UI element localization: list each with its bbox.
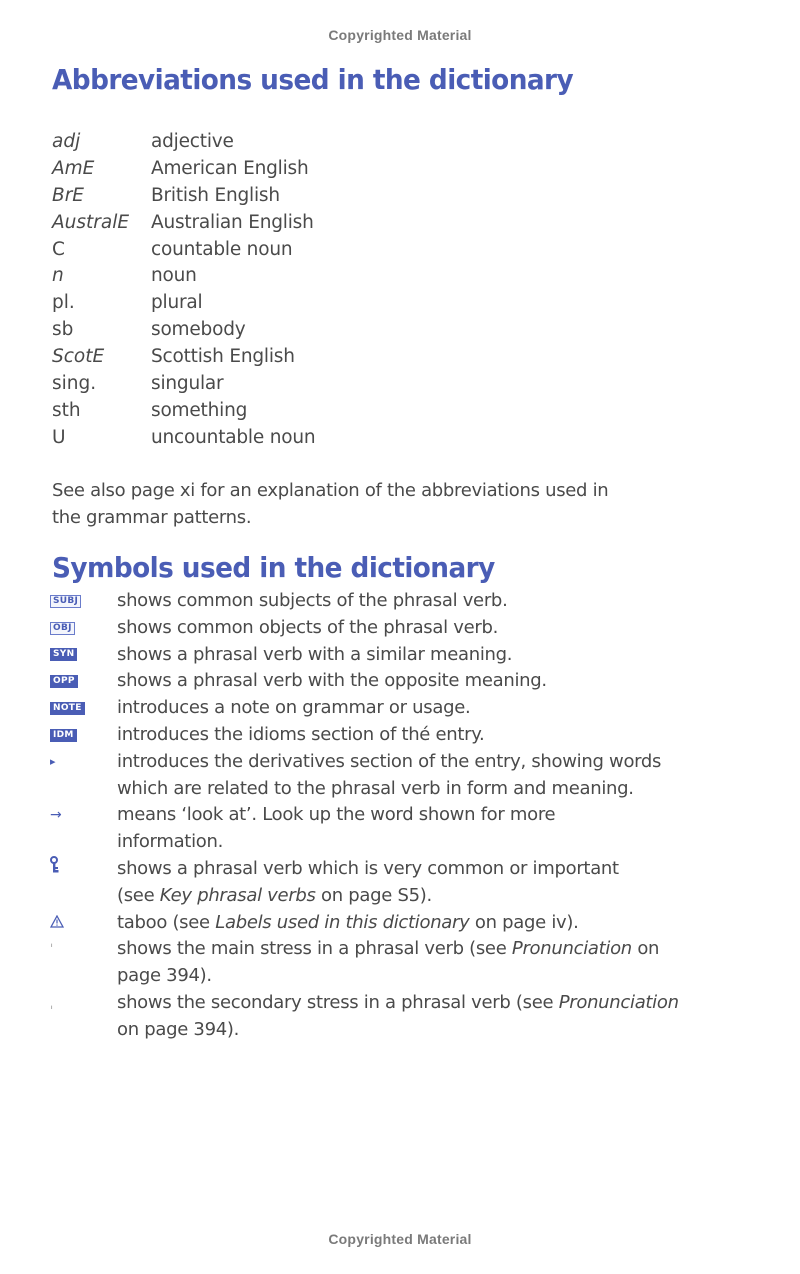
symbol-description xyxy=(117,749,690,803)
description-line: shows the main stress in a phrasal verb (see Pronunciation on xyxy=(117,938,660,960)
symbol-row xyxy=(50,749,690,803)
description-line: shows a phrasal verb which is very common or important xyxy=(117,857,619,879)
description-line: on page 394). xyxy=(117,1018,240,1040)
obj-badge-icon: OBJ xyxy=(50,622,75,635)
key-icon xyxy=(50,856,60,883)
copyright-watermark-top: Copyrighted Material xyxy=(328,27,472,43)
abbreviation-row xyxy=(52,343,315,370)
symbol-row xyxy=(50,802,690,856)
abbreviations-list xyxy=(52,128,315,451)
syn-badge-icon: SYN xyxy=(50,648,77,661)
abbreviation-row xyxy=(52,182,315,209)
abbreviation-key: U xyxy=(52,426,66,448)
symbol-description xyxy=(117,802,690,856)
abbreviation-meaning: adjective xyxy=(151,130,234,152)
symbol-description: introduces a note on grammar or usage. xyxy=(117,697,471,719)
description-line: information. xyxy=(117,831,224,853)
abbreviation-key: adj xyxy=(52,130,81,152)
cross-reference: Labels used in this dictionary xyxy=(215,911,470,933)
abbreviation-meaning: American English xyxy=(151,157,309,179)
symbol-description xyxy=(117,856,690,910)
cross-reference: Pronunciation xyxy=(511,938,632,960)
abbreviation-meaning: countable noun xyxy=(151,238,293,260)
abbreviation-key: BrE xyxy=(52,184,84,206)
abbreviation-meaning: something xyxy=(151,399,248,421)
symbol-description: introduces the idioms section of thé entry. xyxy=(117,723,485,745)
cross-reference: Pronunciation xyxy=(558,991,679,1013)
abbreviation-row xyxy=(52,128,315,155)
description-line: introduces the derivatives section of the entry, showing words xyxy=(117,750,662,772)
symbol-row xyxy=(50,695,690,722)
symbol-description xyxy=(117,990,690,1044)
abbreviation-key: ScotE xyxy=(52,346,105,368)
abbreviations-note xyxy=(52,477,652,531)
note-line: See also page xi for an explanation of the abbreviations used in xyxy=(52,480,609,501)
symbols-list xyxy=(50,588,690,1044)
abbreviation-key: n xyxy=(52,265,64,287)
symbols-title: Symbols used in the dictionary xyxy=(52,551,495,584)
cross-reference: Key phrasal verbs xyxy=(159,884,316,906)
abbreviation-meaning: British English xyxy=(151,184,280,206)
secondary-stress-icon: ˌ xyxy=(50,995,53,1010)
symbol-row xyxy=(50,615,690,642)
note-line: the grammar patterns. xyxy=(52,507,252,528)
abbreviation-meaning: Scottish English xyxy=(151,346,295,368)
abbreviation-key: sing. xyxy=(52,372,97,394)
description-line: (see Key phrasal verbs on page S5). xyxy=(117,884,432,906)
description-line: shows the secondary stress in a phrasal verb (see Pronunciation xyxy=(117,991,679,1013)
abbreviation-key: AmE xyxy=(52,157,95,179)
symbol-row xyxy=(50,722,690,749)
abbreviation-row xyxy=(52,236,315,263)
warning-triangle-icon xyxy=(50,910,64,937)
abbreviation-key: sb xyxy=(52,319,74,341)
abbreviation-row xyxy=(52,209,315,236)
subj-badge-icon: SUBJ xyxy=(50,595,81,608)
symbol-description: shows a phrasal verb with the opposite meaning. xyxy=(117,670,547,692)
abbreviation-key: AustralE xyxy=(52,211,130,233)
symbol-row xyxy=(50,588,690,615)
abbreviation-meaning: somebody xyxy=(151,319,246,341)
abbreviation-row xyxy=(52,262,315,289)
symbol-description: shows common subjects of the phrasal verb. xyxy=(117,590,508,611)
abbreviation-row xyxy=(52,316,315,343)
idm-badge-icon: IDM xyxy=(50,729,77,742)
description-line: page 394). xyxy=(117,965,212,987)
abbreviation-meaning: plural xyxy=(151,292,203,314)
description-line: which are related to the phrasal verb in form and meaning. xyxy=(117,777,634,799)
abbreviation-row xyxy=(52,397,315,424)
main-stress-icon: ˈ xyxy=(50,942,53,957)
symbol-row xyxy=(50,990,690,1044)
symbol-row xyxy=(50,856,690,910)
symbol-description xyxy=(117,936,690,990)
abbreviations-title: Abbreviations used in the dictionary xyxy=(52,63,574,96)
abbreviation-row xyxy=(52,289,315,316)
abbreviation-key: sth xyxy=(52,399,81,421)
abbreviation-row xyxy=(52,155,315,182)
symbol-row xyxy=(50,642,690,669)
abbreviation-key: C xyxy=(52,238,65,260)
description-line: means ‘look at’. Look up the word shown for more xyxy=(117,804,556,826)
symbol-description: shows a phrasal verb with a similar meaning. xyxy=(117,643,513,665)
note-badge-icon: NOTE xyxy=(50,702,85,715)
symbol-description: taboo (see Labels used in this dictionary on page iv). xyxy=(117,911,579,933)
opp-badge-icon: OPP xyxy=(50,675,78,688)
arrow-right-icon: → xyxy=(50,807,62,824)
abbreviation-meaning: noun xyxy=(151,265,197,287)
abbreviation-key: pl. xyxy=(52,292,75,314)
symbol-row xyxy=(50,910,690,937)
symbol-row xyxy=(50,936,690,990)
abbreviation-meaning: singular xyxy=(151,372,224,394)
symbol-description: shows common objects of the phrasal verb. xyxy=(117,616,499,638)
abbreviation-meaning: uncountable noun xyxy=(151,426,316,448)
abbreviation-row xyxy=(52,424,315,451)
triangle-right-icon: ▸ xyxy=(50,754,56,768)
abbreviation-meaning: Australian English xyxy=(151,211,314,233)
symbol-row xyxy=(50,668,690,695)
copyright-watermark-bottom: Copyrighted Material xyxy=(328,1231,472,1247)
abbreviation-row xyxy=(52,370,315,397)
